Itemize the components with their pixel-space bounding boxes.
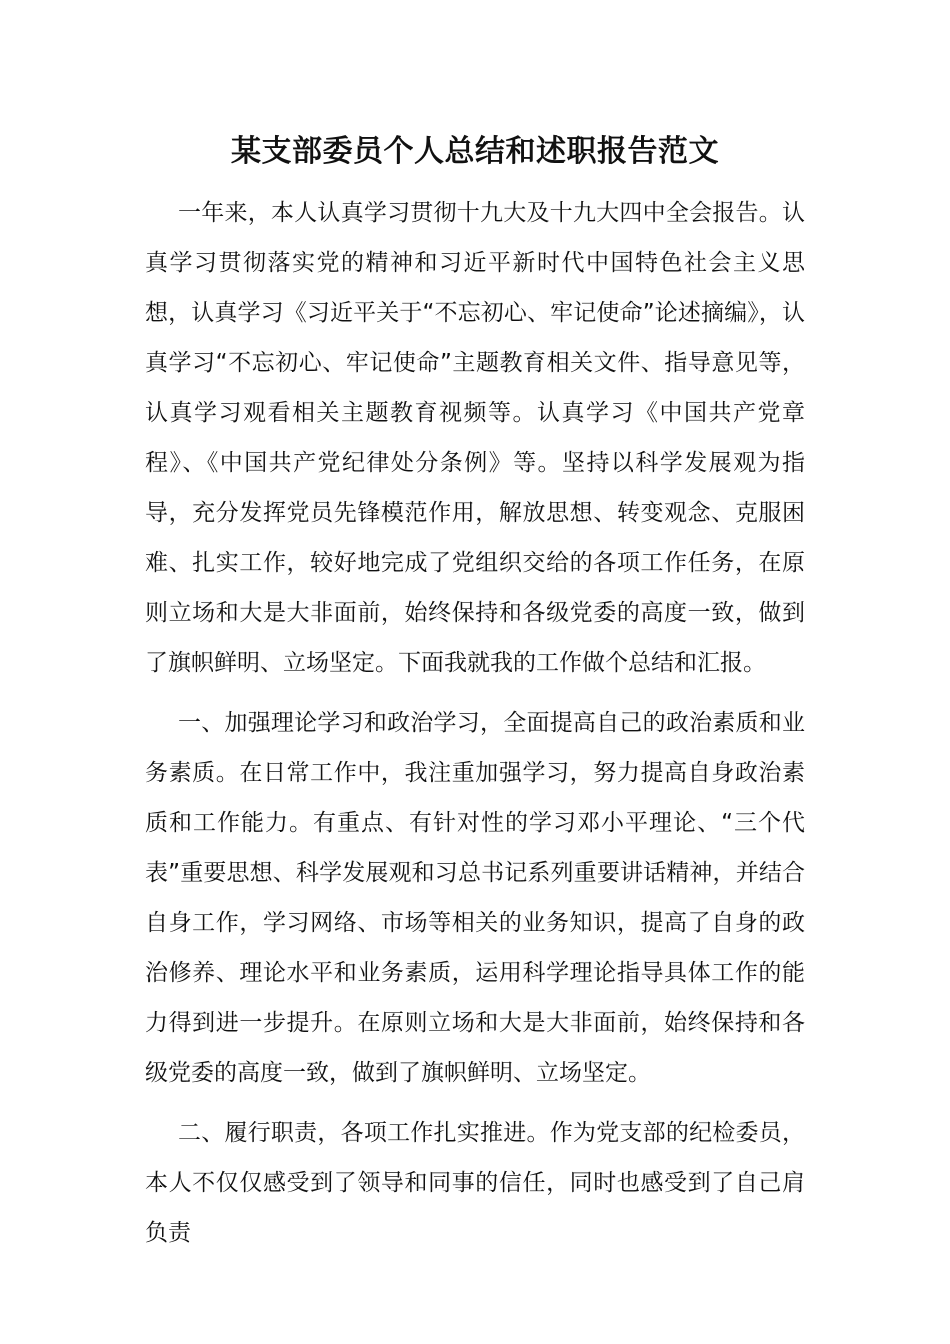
paragraph-intro: 一年来，本人认真学习贯彻十九大及十九大四中全会报告。认真学习贯彻落实党的精神和习近平新时代中国特色社会主义思想，认真学习《习近平关于“不忘初心、牢记使命”论述摘编》，认真学习“不忘初心、牢记使命”主题教育相关文件、指导意见等，认真学习观看相关主题教育视频等。认真学习《中国共产党章程》、《中国共产党纪律处分条例》等。坚持以科学发展观为指导，充分发挥党员先锋模范作用，解放思想、转变观念、克服困难、扎实工作，较好地完成了党组织交给的各项工作任务，在原则立场和大是大非面前，始终保持和各级党委的高度一致，做到了旗帜鲜明、立场坚定。下面我就我的工作做个总结和汇报。 xyxy=(145,200,805,676)
paragraph-section-one: 一、加强理论学习和政治学习，全面提高自己的政治素质和业务素质。在日常工作中，我注重加强学习，努力提高自身政治素质和工作能力。有重点、有针对性的学习邓小平理论、“三个代表”重要思想、科学发展观和习总书记系列重要讲话精神，并结合自身工作，学习网络、市场等相关的业务知识，提高了自身的政治修养、理论水平和业务素质，运用科学理论指导具体工作的能力得到进一步提升。在原则立场和大是大非面前，始终保持和各级党委的高度一致，做到了旗帜鲜明、立场坚定。 xyxy=(145,710,805,1086)
document-title: 某支部委员个人总结和述职报告范文 xyxy=(231,134,719,169)
paragraph-section-two: 二、履行职责，各项工作扎实推进。作为党支部的纪检委员，本人不仅仅感受到了领导和同事的信任，同时也感受到了自己肩负责 xyxy=(145,1120,805,1246)
